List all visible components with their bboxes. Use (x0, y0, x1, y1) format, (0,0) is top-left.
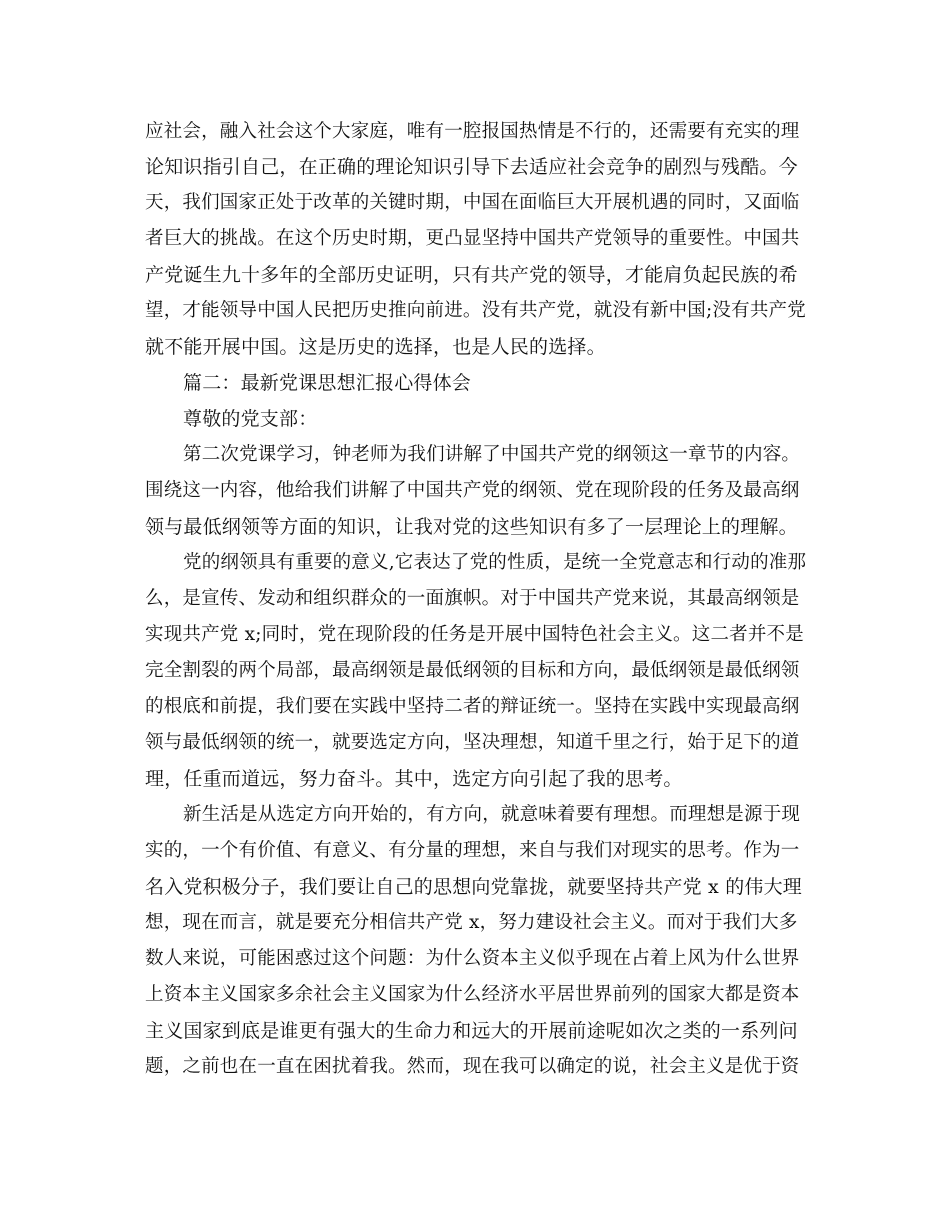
text-line: 主义国家到底是谁更有强大的生命力和远大的开展前途呢如次之类的一系列问 (145, 1020, 798, 1042)
text-line: 想，现在而言，就是要充分相信共产党 x，努力建设社会主义。而对于我们大多 (145, 912, 798, 933)
text-line: 理，任重而道远，努力奋斗。其中，选定方向引起了我的思考。 (145, 768, 683, 790)
text-line: 领与最低纲领的统一，就要选定方向，坚决理想，知道千里之行，始于足下的道 (145, 732, 800, 753)
text-line: 第二次党课学习，钟老师为我们讲解了中国共产党的纲领这一章节的内容。 (183, 444, 801, 465)
text-line: 围绕这一内容，他给我们讲解了中国共产党的纲领、党在现阶段的任务及最高纲 (145, 480, 800, 501)
text-line: 论知识指引自己，在正确的理论知识引导下去适应社会竞争的剧烈与残酷。今 (145, 156, 798, 178)
text-line: 题，之前也在一直在困扰着我。然而，现在我可以确定的说，社会主义是优于资 (145, 1056, 800, 1077)
text-line: 名入党积极分子，我们要让自己的思想向党靠拢，就要坚持共产党 x 的伟大理 (145, 876, 802, 898)
salutation: 尊敬的党支部： (183, 408, 318, 430)
text-line: 数人来说，可能困惑过这个问题：为什么资本主义似乎现在占着上风为什么世界 (145, 948, 800, 969)
text-line: 就不能开展中国。这是历史的选择，也是人民的选择。 (145, 336, 606, 358)
text-line: 的根底和前提，我们要在实践中坚持二者的辩证统一。坚持在实践中实现最高纲 (145, 696, 800, 717)
text-line: 实现共产党 x;同时，党在现阶段的任务是开展中国特色社会主义。这二者并不是 (145, 624, 804, 645)
text-line: 者巨大的挑战。在这个历史时期，更凸显坚持中国共产党领导的重要性。中国共 (145, 228, 800, 249)
text-line: 领与最低纲领等方面的知识，让我对党的这些知识有多了一层理论上的理解。 (145, 516, 798, 538)
text-line: 应社会，融入社会这个大家庭，唯有一腔报国热情是不行的，还需要有充实的理 (145, 121, 800, 142)
text-line: 实的，一个有价值、有意义、有分量的理想，来自与我们对现实的思考。作为一 (145, 840, 800, 861)
text-line: 产党诞生九十多年的全部历史证明，只有共产党的领导，才能肩负起民族的希 (145, 264, 798, 286)
text-line: 完全割裂的两个局部，最高纲领是最低纲领的目标和方向，最低纲领是最低纲领 (145, 660, 800, 681)
text-line: 么，是宣传、发动和组织群众的一面旗帜。对于中国共产党来说，其最高纲领是 (145, 588, 800, 609)
text-line: 上资本主义国家多余社会主义国家为什么经济水平居世界前列的国家大都是资本 (145, 984, 800, 1005)
text-line: 天，我们国家正处于改革的关键时期，中国在面临巨大开展机遇的同时，又面临 (145, 192, 800, 213)
section-heading: 篇二：最新党课思想汇报心得体会 (183, 372, 472, 394)
text-line: 党的纲领具有重要的意义,它表达了党的性质，是统一全党意志和行动的准那 (183, 552, 807, 573)
text-line: 望，才能领导中国人民把历史推向前进。没有共产党，就没有新中国;没有共产党 (145, 300, 806, 321)
text-line: 新生活是从选定方向开始的，有方向，就意味着要有理想。而理想是源于现 (183, 804, 801, 825)
